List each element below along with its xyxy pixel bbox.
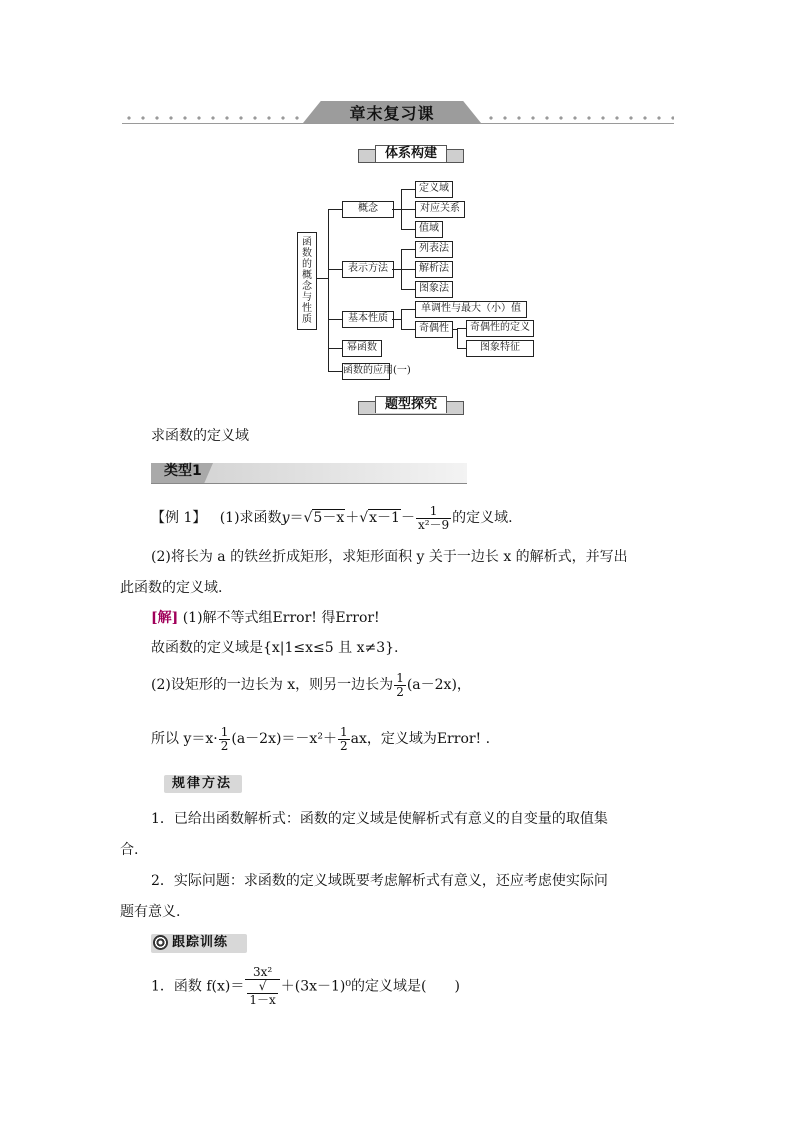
tree-node-graph-feature: 图象特征 (466, 340, 534, 357)
tree-node-monotonicity: 单调性与最大（小）值 (415, 301, 527, 318)
method-2-line-1: 2．实际问题：求函数的定义域既要考虑解析式有意义，还应考虑使实际问 (151, 873, 608, 889)
tree-connector (401, 189, 415, 190)
tree-connector (401, 209, 415, 210)
sqrt-term-2: x－1 (369, 510, 400, 526)
solution-4-suffix: ax，定义域为Error! . (350, 731, 491, 747)
section-label-structure: 体系构建 (375, 145, 447, 162)
tree-connector (401, 309, 415, 310)
fraction-numerator: 3x² (245, 966, 279, 980)
example-y: y (281, 510, 290, 526)
target-icon (153, 935, 168, 950)
fraction-denominator: x²－9 (417, 517, 450, 532)
tree-node-application: 函数的应用(一) (342, 363, 390, 380)
tree-node-power: 幂函数 (342, 340, 382, 357)
tree-connector (401, 289, 415, 290)
tree-node-properties: 基本性质 (342, 311, 394, 328)
type-tag: 类型1 (164, 463, 202, 479)
tree-node-representation: 表示方法 (342, 261, 394, 278)
tree-connector (457, 328, 458, 348)
tree-connector (328, 319, 342, 320)
solution-tag: [解] (151, 610, 179, 626)
solution-line-1 (151, 608, 380, 628)
tree-node-parity-definition: 奇偶性的定义 (466, 320, 534, 337)
method-tag: 规律方法 (172, 776, 233, 791)
example-1-part2-line-2: 此函数的定义域. (120, 580, 223, 596)
tree-node-concept: 概念 (342, 201, 394, 218)
minus-sign: － (400, 510, 415, 526)
page-title: 章末复习课 (349, 104, 435, 123)
topic-heading: 求函数的定义域 (151, 428, 249, 444)
method-2-line-2: 题有意义. (120, 904, 181, 920)
method-1-line-2: 合. (120, 842, 139, 858)
method-1-line-1: 1．已给出函数解析式：函数的定义域是使解析式有意义的自变量的取值集 (151, 811, 608, 827)
solution-line-3 (151, 668, 471, 702)
practice-tag: 跟踪训练 (172, 935, 229, 950)
fraction-denominator: 2 (339, 738, 348, 753)
fraction-numerator: 1 (396, 670, 404, 685)
question-1-suffix: ＋(3x－1)⁰的定义域是( ) (280, 978, 460, 995)
tree-connector (401, 269, 415, 270)
half-fraction (338, 726, 350, 753)
fraction-numerator: 1 (220, 724, 229, 739)
tree-connector (328, 209, 329, 371)
plus-sign: ＋ (345, 510, 360, 526)
fraction-term (245, 966, 279, 1007)
half-fraction (219, 726, 231, 753)
tree-connector (328, 348, 342, 349)
example-label: 【例 1】 (151, 510, 207, 526)
tree-connector (392, 319, 401, 320)
example-part1-prefix: (1)求函数 (219, 510, 282, 526)
tree-connector (401, 229, 415, 230)
sqrt-term: 1－x (249, 993, 276, 1007)
tree-connector (392, 209, 401, 210)
tree-node-domain: 定义域 (415, 181, 453, 198)
tree-connector (328, 371, 342, 372)
solution-line-4 (151, 722, 490, 756)
tree-node-graph-method: 图象法 (415, 281, 453, 298)
tree-root: 函数的概念与性质 (297, 232, 317, 330)
tree-node-range: 值域 (415, 221, 443, 238)
header-dots-left (122, 116, 302, 120)
fraction-denominator: √ 1－x (249, 979, 276, 1007)
tree-connector (457, 348, 466, 349)
solution-4-mid: (a－2x)＝－x²＋ (231, 731, 337, 747)
tree-connector (457, 328, 466, 329)
solution-line-2: 故函数的定义域是{x|1≤x≤5 且 x≠3}. (151, 640, 399, 656)
example-1-line-1: 【例 1】 (1)求函数y＝√5－x＋√x－1－ $\frac{1}{\text{x²－9}}$ 的定义域. (151, 503, 513, 532)
header-dots-right (484, 116, 674, 120)
tree-node-mapping: 对应关系 (415, 201, 465, 218)
example-part1-suffix: 的定义域. (452, 510, 513, 526)
question-1-prefix: 1．函数 f(x)＝ (151, 978, 245, 995)
tree-node-table-method: 列表法 (415, 241, 453, 258)
fraction-numerator: 1 (416, 505, 451, 519)
tree-connector (316, 278, 328, 279)
half-fraction (394, 672, 406, 699)
solution-4-prefix: 所以 y＝x· (151, 731, 218, 747)
tree-node-parity: 奇偶性 (415, 321, 453, 338)
sqrt-term-1: 5－x (313, 510, 345, 526)
section-label-exploration: 题型探究 (375, 396, 447, 413)
tree-connector (328, 269, 342, 270)
solution-3-suffix: (a－2x)， (406, 677, 471, 693)
tree-node-formula-method: 解析法 (415, 261, 453, 278)
equals-sign: ＝ (289, 510, 304, 526)
example-1-part2-line-1: (2)将长为 a 的铁丝折成矩形，求矩形面积 y 关于一边长 x 的解析式，并写出 (151, 549, 628, 565)
practice-question-1 (151, 966, 460, 1007)
solution-text-1: (1)解不等式组Error! 得Error! (182, 610, 380, 626)
tree-connector (401, 249, 415, 250)
tree-connector (392, 269, 401, 270)
fraction-denominator: 2 (396, 684, 404, 699)
fraction-denominator: 2 (220, 738, 229, 753)
tree-connector (401, 329, 415, 330)
tree-connector (328, 209, 342, 210)
fraction-term (416, 505, 451, 532)
fraction-numerator: 1 (339, 724, 348, 739)
tree-connector (401, 309, 402, 329)
solution-3-prefix: (2)设矩形的一边长为 x，则另一边长为 (151, 677, 394, 693)
